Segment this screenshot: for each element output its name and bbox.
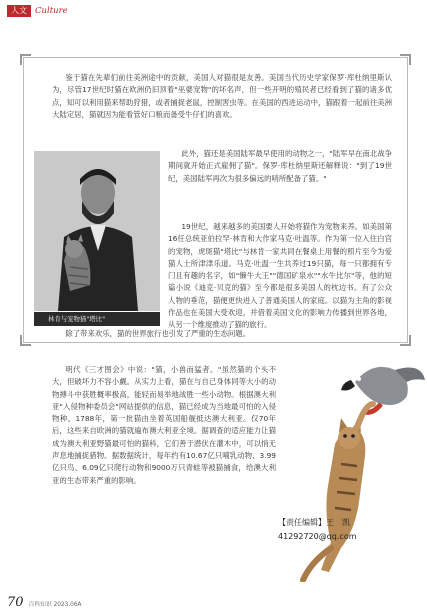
corner-mark — [400, 54, 411, 65]
corner-mark — [400, 335, 411, 346]
editor-email: 41292720@qq.com — [278, 532, 357, 541]
section-header — [7, 5, 68, 17]
paragraph-19th-century: 19世纪，越来越多的美国要人开始将猫作为宠物来养。如美国第16任总统亚伯拉罕·林肯和大作家马克·吐温等。作为第一位入住白宫的宠物，虎斑猫"塔比"与林肯一家共同在餐桌上用餐的照片至今为爱猫人士所津津乐道。马克·吐温一生共养过19只猫，每一只都拥有专门且有趣的名字，如"懒牛大王""德国矿泉水""水牛比尔"等，他的短篇小说《迪克·贝克的猫》至今都是很多美国人的枕边书。有了公众人物的垂范，猫便更快进入了普通美国人的家庭。以猫为主角的影视作品也在美国大受欢迎，并借着美国文化的影响力传播到世界各地，从另一个维度推动了猫的旅行。 — [168, 222, 392, 330]
section-tag: 人文 — [7, 5, 31, 17]
parrot-cat-illustration — [295, 352, 427, 582]
section-tag-en: Culture — [35, 6, 68, 16]
corner-mark — [20, 335, 31, 346]
editor-name: 【责任编辑】王 凯 — [278, 518, 350, 527]
paragraph-ecology: 明代《三才图会》中说："猫，小兽而猛者。"虽然猫的个头不大，但破坏力不容小觑。从实力上看，猫在与自己身体同等大小的动物搏斗中获胜概率极高，能轻而易举地战胜一些小动物。根据澳大利亚"入侵物种委员会"网站提供的信息，猫已经成为当地最可怕的入侵物种。1788年，第一批猫由坐着英国船舰抵达澳大利亚。仅70年后，这些来自欧洲的猫就遍布澳大利亚全境。据调查的适应能力让猫成为澳大利亚野猫最可怕的猫科，它们善于潜伏在灌木中，可以悄无声息地捕捉猎物。据数据统计，每年约有10.67亿只哺乳动物、3.99亿只鸟、6.09亿只爬行动物和9000万只青蛙等被猫捕食，给澳大利亚的生态带来严重的影响。 — [52, 365, 276, 485]
issue-label: 百科知识 2023.06A — [28, 602, 82, 608]
paragraph-army: 此外，猫还是美国陆军最早使用的动物之一，"陆军早在南北战争期间就开始正式雇佣了猫"。保罗·库杜纳里斯还解释说："到了19世纪，美国陆军再次为很多偏远的哨所配备了猫。" — [168, 149, 392, 183]
page-footer — [7, 596, 82, 609]
cat-icon — [303, 404, 373, 580]
editor-credit — [278, 516, 357, 544]
parrot-icon — [341, 367, 425, 412]
paragraph-intro: 鉴于猫在先辈们前往美洲途中的贡献，美国人对猫很是友善。美国当代历史学家保罗·库杜纳里斯认为，尽管17世纪时猫在欧洲仍旧顶着"巫婆宠物"的坏名声，但一些开明的殖民者已经看到了猫的诸多优点，知可以利用猫来帮助狩猎，或者捕捉老鼠，控制害虫等。在美国的西进运动中，猫跟着一起前往美洲大陆定居，猫就因为能看管好口粮而备受牛仔们的喜欢。 — [52, 73, 392, 119]
corner-mark — [20, 54, 31, 65]
photo-caption: 林肯与宠物猫"塔比" — [48, 315, 106, 323]
lincoln-illustration — [34, 151, 160, 311]
paragraph-ecology-intro: 除了带来欢乐，猫的世界旅行也引发了严重的生态问题。 — [65, 329, 251, 338]
parrot-and-cat-image — [295, 352, 427, 582]
page-number: 70 — [7, 595, 24, 610]
lincoln-photo — [34, 151, 160, 311]
